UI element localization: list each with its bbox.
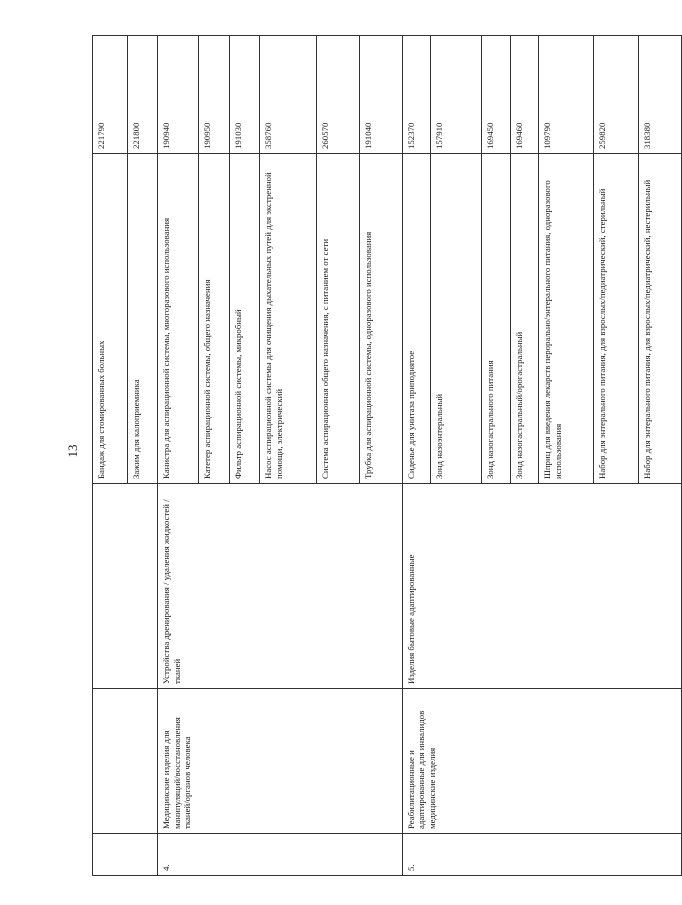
cell-name: Зонд назоэнтеральный bbox=[431, 154, 482, 484]
table-row bbox=[158, 36, 199, 876]
cell-code: 221800 bbox=[127, 36, 158, 154]
cell-code: 221790 bbox=[93, 36, 128, 154]
cell-name: Набор для энтерального питания, для взрослых/педиатрический, нестерильный bbox=[639, 154, 682, 484]
cell-name: Шприц для введения лекарств перорально/энтерального питания, одноразового использования bbox=[539, 154, 594, 484]
cell-code: 318380 bbox=[639, 36, 682, 154]
cell-code: 191040 bbox=[359, 36, 402, 154]
cell-name: Сиденье для унитаза приподнятое bbox=[402, 154, 431, 484]
cell-name: Зажим для калоприемника bbox=[127, 154, 158, 484]
cell-name: Набор для энтерального питания, для взрослых/педиатрический, стерильный bbox=[594, 154, 639, 484]
cell-type bbox=[93, 484, 158, 689]
cell-name: Зонд назогастрального питания bbox=[482, 154, 511, 484]
table-row bbox=[93, 36, 128, 876]
cell-type: Изделия бытовые адаптированные bbox=[402, 484, 681, 689]
cell-num bbox=[93, 834, 158, 876]
table-container bbox=[92, 36, 682, 876]
cell-code: 190950 bbox=[198, 36, 229, 154]
cell-name: Канистра для аспирационной системы, многоразового использования bbox=[158, 154, 199, 484]
cell-num: 4. bbox=[158, 834, 403, 876]
cell-group bbox=[93, 689, 158, 834]
cell-code: 169460 bbox=[510, 36, 539, 154]
cell-name: Катетер аспирационной системы, общего назначения bbox=[198, 154, 229, 484]
cell-code: 157910 bbox=[431, 36, 482, 154]
cell-name: Фильтр аспирационной системы, микробный bbox=[229, 154, 260, 484]
cell-code: 358760 bbox=[260, 36, 317, 154]
cell-num: 5. bbox=[402, 834, 681, 876]
cell-group: Реабилитационные и адаптированные для инвалидов медицинские изделия bbox=[402, 689, 681, 834]
cell-code: 260570 bbox=[317, 36, 360, 154]
cell-name: Система аспирационная общего назначения, с питанием от сети bbox=[317, 154, 360, 484]
page-number: 13 bbox=[65, 444, 80, 458]
cell-name: Насос аспирационной системы для очищения дыхательных путей для экстренной помощи, электрический bbox=[260, 154, 317, 484]
table-body bbox=[93, 36, 682, 876]
cell-code: 152370 bbox=[402, 36, 431, 154]
cell-name: Зонд назогастральный/орогастральный bbox=[510, 154, 539, 484]
cell-name: Трубка для аспирационной системы, одноразового использования bbox=[359, 154, 402, 484]
cell-name: Бандаж для стомированных больных bbox=[93, 154, 128, 484]
cell-code: 169450 bbox=[482, 36, 511, 154]
cell-code: 191030 bbox=[229, 36, 260, 154]
cell-code: 259820 bbox=[594, 36, 639, 154]
device-table bbox=[92, 35, 682, 876]
cell-code: 190940 bbox=[158, 36, 199, 154]
cell-code: 109790 bbox=[539, 36, 594, 154]
cell-group: Медицинские изделия для манипуляций/восстановления тканей/органов человека bbox=[158, 689, 403, 834]
table-row bbox=[402, 36, 431, 876]
cell-type: Устройства дренирования / удаления жидкостей / тканей bbox=[158, 484, 403, 689]
